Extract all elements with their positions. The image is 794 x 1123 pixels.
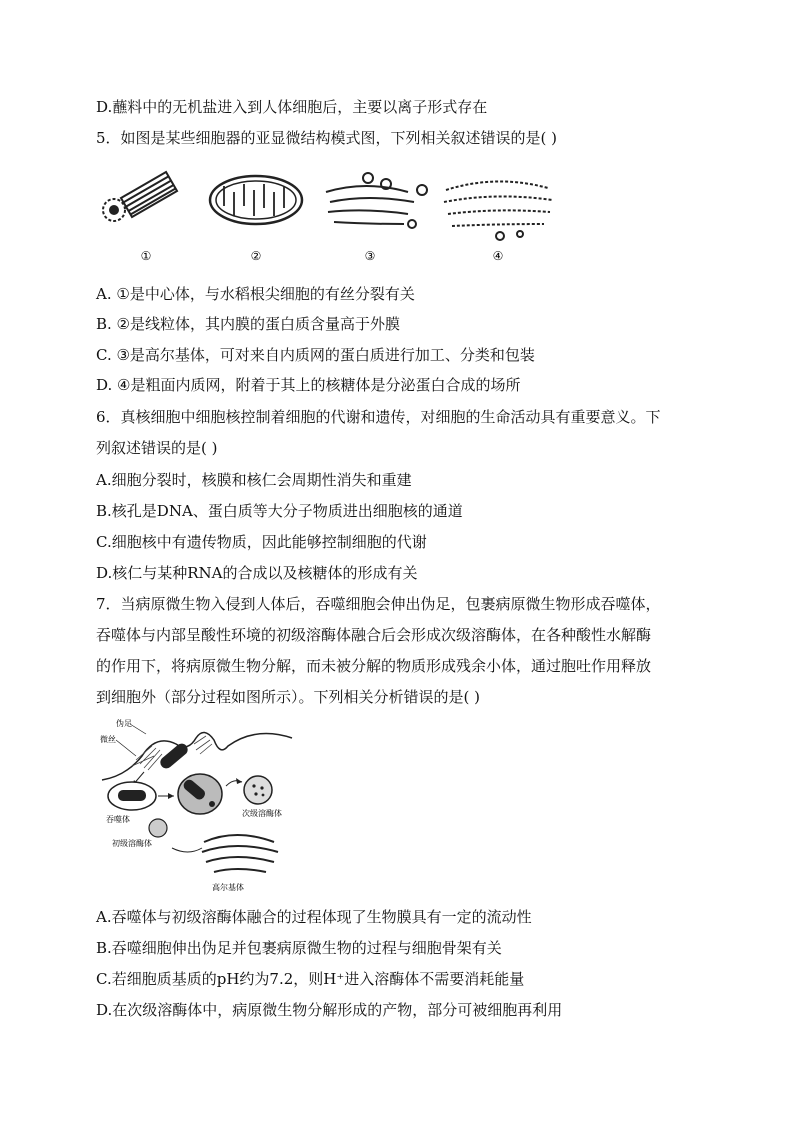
pathogen bbox=[158, 741, 190, 771]
q7-stem-line4: 到细胞外（部分过程如图所示）。下列相关分析错误的是( ) bbox=[96, 688, 480, 706]
q7-option-d: D.在次级溶酶体中，病原微生物分解形成的产物，部分可被细胞再利用 bbox=[96, 1001, 563, 1019]
q7-option-c: C.若细胞质基质的pH约为7.2，则H⁺进入溶酶体不需要消耗能量 bbox=[96, 970, 525, 988]
fig5-label-3: ③ bbox=[364, 249, 376, 263]
golgi bbox=[202, 835, 278, 872]
q5-option-c: C. ③是高尔基体，可对来自内质网的蛋白质进行加工、分类和包装 bbox=[96, 346, 535, 364]
q7-stem-line2: 吞噬体与内部呈酸性环境的初级溶酶体融合后会形成次级溶酶体，在各种酸性水解酶 bbox=[96, 626, 652, 644]
q4-option-d: D.蘸料中的无机盐进入到人体细胞后，主要以离子形式存在 bbox=[96, 98, 488, 116]
q6-option-a: A.细胞分裂时，核膜和核仁会周期性消失和重建 bbox=[96, 471, 412, 489]
fig5-label-2: ② bbox=[250, 249, 262, 263]
fig5-label-4: ④ bbox=[492, 249, 504, 263]
golgi-diagram bbox=[326, 173, 427, 228]
label-golgi: 高尔基体 bbox=[212, 883, 244, 892]
primary-lysosome bbox=[149, 819, 167, 837]
label-primary-lysosome: 初级溶酶体 bbox=[112, 839, 152, 848]
rough-er-diagram bbox=[444, 181, 552, 240]
label-pseudopod: 伪足 bbox=[116, 719, 132, 728]
q6-option-d: D.核仁与某种RNA的合成以及核糖体的形成有关 bbox=[96, 564, 418, 582]
label-secondary-lysosome: 次级溶酶体 bbox=[242, 809, 282, 818]
q6-stem-line2: 列叙述错误的是( ) bbox=[96, 439, 218, 457]
q6-option-c: C.细胞核中有遗传物质，因此能够控制细胞的代谢 bbox=[96, 533, 427, 551]
q7-stem-line3: 的作用下，将病原微生物分解，而未被分解的物质形成残余小体，通过胞吐作用释放 bbox=[96, 657, 652, 675]
q5-stem: 5．如图是某些细胞器的亚显微结构模式图，下列相关叙述错误的是( ) bbox=[96, 129, 558, 147]
mitochondrion-diagram bbox=[210, 176, 302, 224]
q7-stem-line1: 7．当病原微生物入侵到人体后，吞噬细胞会伸出伪足，包裹病原微生物形成吞噬体， bbox=[96, 595, 661, 613]
label-microfilament: 微丝 bbox=[100, 735, 116, 744]
q7-option-a: A.吞噬体与初级溶酶体融合的过程体现了生物膜具有一定的流动性 bbox=[96, 908, 532, 926]
q5-option-a: A. ①是中心体，与水稻根尖细胞的有丝分裂有关 bbox=[96, 285, 415, 303]
q6-option-b: B.核孔是DNA、蛋白质等大分子物质进出细胞核的通道 bbox=[96, 502, 463, 520]
centriole-diagram bbox=[103, 172, 177, 221]
secondary-lysosome bbox=[244, 776, 272, 804]
phagocytosis-figure bbox=[96, 716, 296, 896]
q5-option-d: D. ④是粗面内质网，附着于其上的核糖体是分泌蛋白合成的场所 bbox=[96, 376, 521, 394]
q5-option-b: B. ②是线粒体，其内膜的蛋白质含量高于外膜 bbox=[96, 315, 401, 333]
cell-membrane bbox=[102, 732, 292, 780]
q7-option-b: B.吞噬细胞伸出伪足并包裹病原微生物的过程与细胞骨架有关 bbox=[96, 939, 502, 957]
fig5-label-1: ① bbox=[140, 249, 152, 263]
label-phagosome: 吞噬体 bbox=[106, 815, 130, 824]
q6-stem-line1: 6．真核细胞中细胞核控制着细胞的代谢和遗传，对细胞的生命活动具有重要意义。下 bbox=[96, 408, 661, 426]
organelle-figure bbox=[96, 166, 566, 266]
